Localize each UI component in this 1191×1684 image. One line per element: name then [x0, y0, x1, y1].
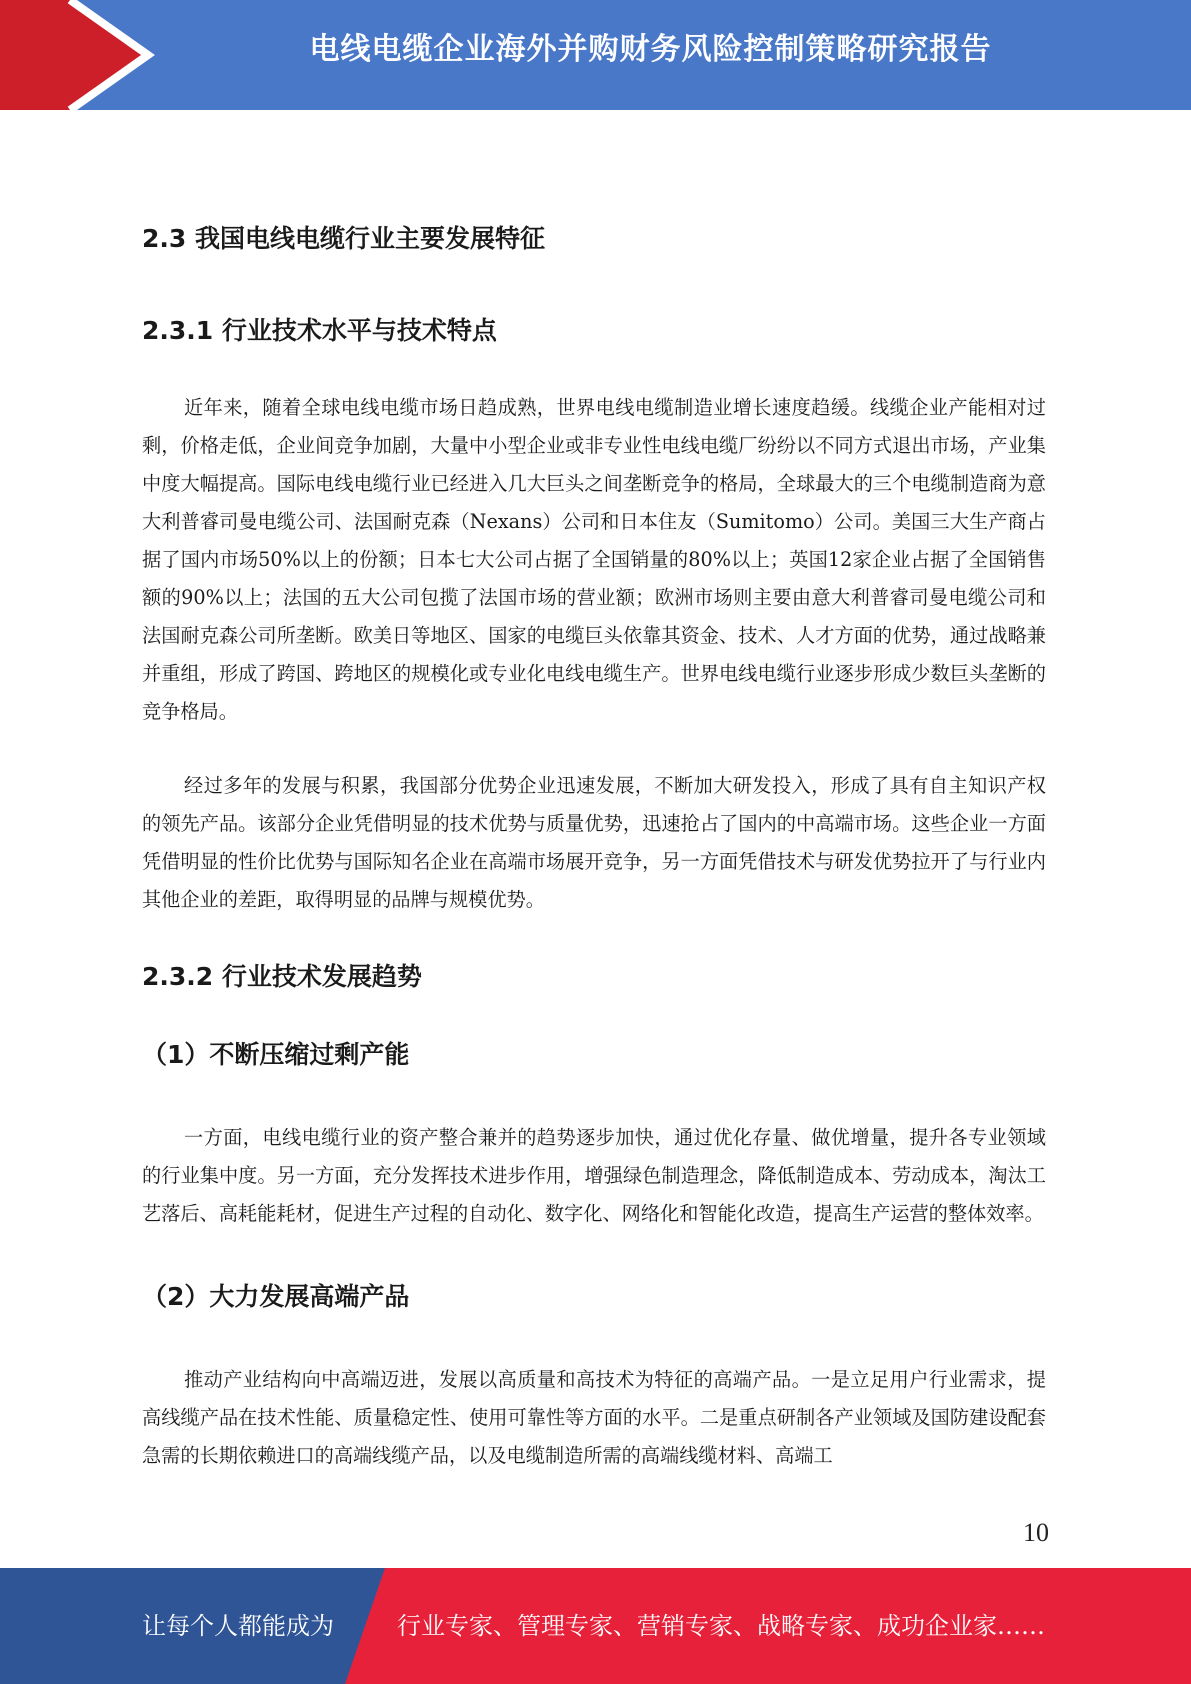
paragraph: 经过多年的发展与积累，我国部分优势企业迅速发展，不断加大研发投入，形成了具有自主知识产权的领先产品。该部分企业凭借明显的技术优势与质量优势，迅速抢占了国内的中高端市场。这些企业一方面凭借明显的性价比优势与国际知名企业在高端市场展开竞争，另一方面凭借技术与研发优势拉开了与行业内其他企业的差距，取得明显的品牌与规模优势。 — [142, 774, 1046, 911]
paragraph: 一方面，电线电缆行业的资产整合兼并的趋势逐步加快，通过优化存量、做优增量，提升各专业领域的行业集中度。另一方面，充分发挥技术进步作用，增强绿色制造理念，降低制造成本、劳动成本，淘汰工艺落后、高耗能耗材，促进生产过程的自动化、数字化、网络化和智能化改造，提高生产运营的整体效率。 — [142, 1126, 1046, 1225]
red-chevron-icon — [0, 0, 160, 110]
section-heading-2-3: 2.3 我国电线电缆行业主要发展特征 — [142, 224, 545, 253]
page-footer — [0, 1568, 1191, 1684]
footer-slogan-left: 让每个人都能成为 — [142, 1612, 334, 1640]
report-title: 电线电缆企业海外并购财务风险控制策略研究报告 — [309, 32, 992, 67]
subsection-heading-1: （1）不断压缩过剩产能 — [142, 1040, 410, 1069]
section-heading-2-3-1: 2.3.1 行业技术水平与技术特点 — [142, 316, 497, 345]
document-body — [142, 205, 1046, 1475]
page-header — [0, 0, 1191, 110]
section-heading-2-3-2: 2.3.2 行业技术发展趋势 — [142, 962, 422, 991]
paragraph: 推动产业结构向中高端迈进，发展以高质量和高技术为特征的高端产品。一是立足用户行业需求，提高线缆产品在技术性能、质量稳定性、使用可靠性等方面的水平。二是重点研制各产业领域及国防建设配套急需的长期依赖进口的高端线缆产品，以及电缆制造所需的高端线缆材料、高端工 — [142, 1368, 1046, 1467]
paragraph: 近年来，随着全球电线电缆市场日趋成熟，世界电线电缆制造业增长速度趋缓。线缆企业产能相对过剩，价格走低，企业间竞争加剧，大量中小型企业或非专业性电线电缆厂纷纷以不同方式退出市场，产业集中度大幅提高。国际电线电缆行业已经进入几大巨头之间垄断竞争的格局，全球最大的三个电缆制造商为意大利普睿司曼电缆公司、法国耐克森（Nexans）公司和日本住友（Sumitomo）公司。美国三大生产商占据了国内市场50%以上的份额；日本七大公司占据了全国销量的80%以上；英国12家企业占据了全国销售额的90%以上；法国的五大公司包揽了法国市场的营业额；欧洲市场则主要由意大利普睿司曼电缆公司和法国耐克森公司所垄断。欧美日等地区、国家的电缆巨头依靠其资金、技术、人才方面的优势，通过战略兼并重组，形成了跨国、跨地区的规模化或专业化电线电缆生产。世界电线电缆行业逐步形成少数巨头垄断的竞争格局。 — [142, 396, 1046, 723]
page-number: 10 — [1023, 1518, 1049, 1547]
subsection-heading-2: （2）大力发展高端产品 — [142, 1282, 410, 1311]
footer-slogan-right: 行业专家、管理专家、营销专家、战略专家、成功企业家…… — [397, 1612, 1045, 1640]
